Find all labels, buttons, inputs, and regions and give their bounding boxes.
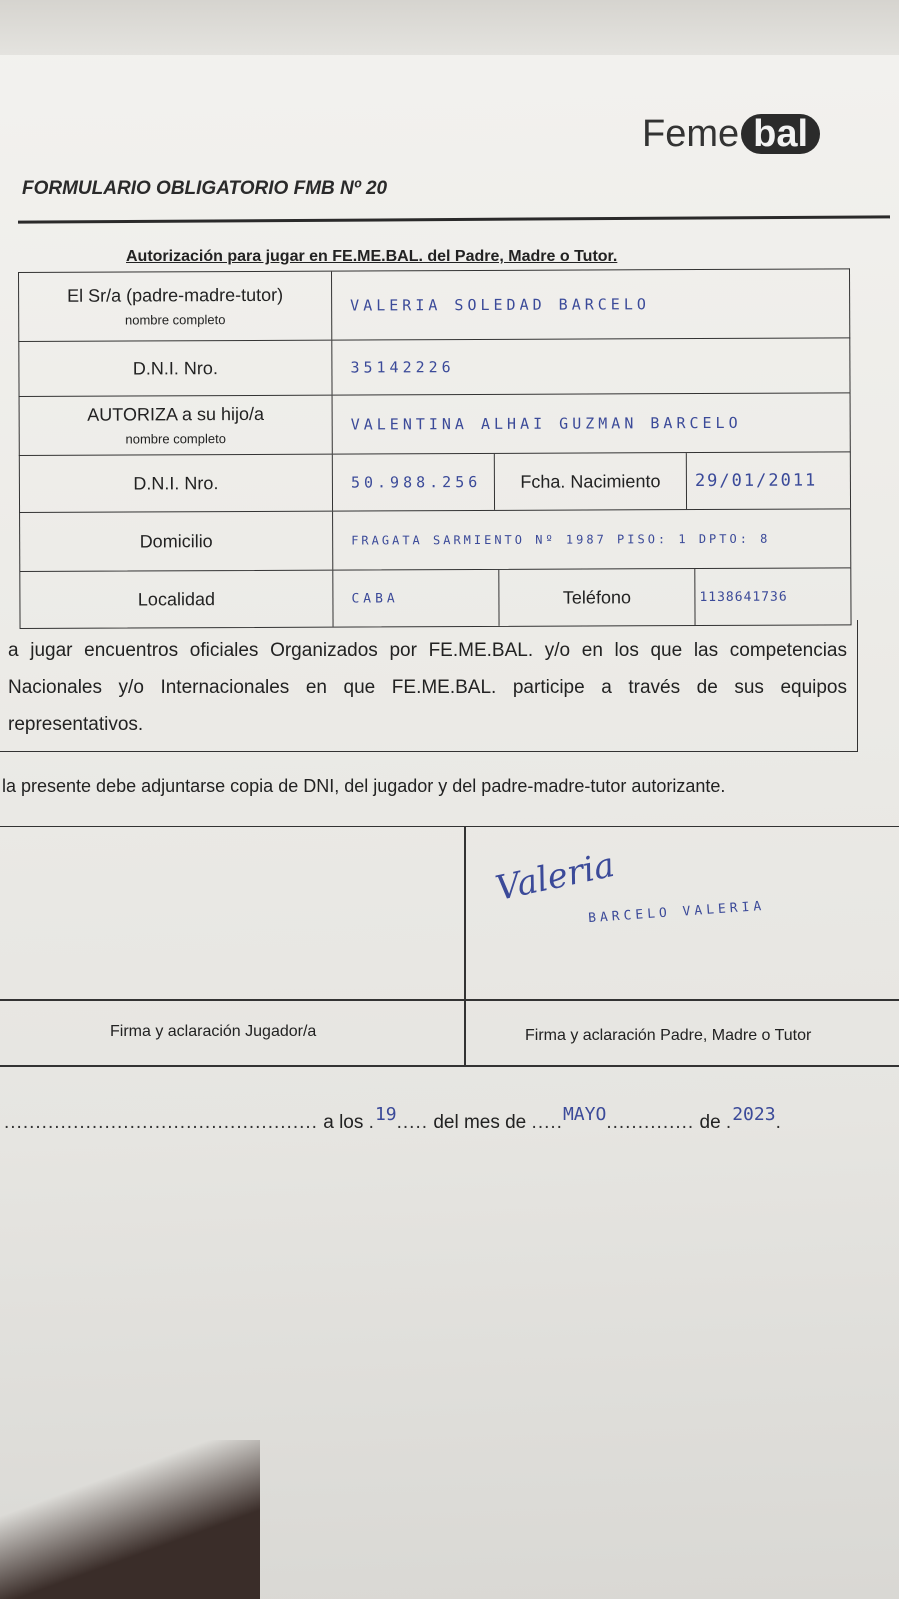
form-title: FORMULARIO OBLIGATORIO FMB Nº 20	[22, 178, 388, 199]
de-text: de	[699, 1112, 721, 1133]
birth-value: 29/01/2011	[694, 470, 818, 492]
address-value: FRAGATA SARMIENTO Nº 1987 PISO: 1 DPTO: 8	[351, 531, 771, 548]
player-signature-caption: Firma y aclaración Jugador/a	[110, 1023, 317, 1040]
top-shadow	[0, 0, 899, 55]
row-parent-name	[18, 268, 850, 341]
row-parent-dni	[18, 337, 850, 396]
authorization-table	[18, 268, 852, 629]
phone-label: Teléfono	[499, 569, 695, 626]
month-value: MAYO	[562, 1104, 607, 1125]
parent-sublabel: nombre completo	[124, 312, 226, 328]
phone-value: 1138641736	[699, 589, 788, 605]
logo-text-right: bal	[741, 114, 820, 154]
year-value: 2023	[732, 1104, 776, 1125]
child-label-cell	[20, 396, 333, 455]
parent-name-value: VALERIA SOLEDAD BARCELO	[350, 295, 650, 315]
parent-dni-value: 35142226	[350, 358, 455, 377]
child-sublabel: nombre completo	[125, 431, 226, 447]
parent-label-cell	[19, 272, 332, 341]
femebal-logo	[642, 110, 820, 158]
del-mes-de-text: del mes de	[433, 1112, 527, 1133]
signature-divider	[464, 827, 466, 1067]
parent-signature-caption: Firma y aclaración Padre, Madre o Tutor	[525, 1027, 812, 1044]
row-address	[19, 508, 851, 571]
row-child-dni	[19, 451, 851, 512]
attachment-note: la presente debe adjuntarse copia de DNI, del jugador y del padre-madre-tutor autorizante.	[2, 776, 726, 796]
form-subtitle: Autorización para jugar en FE.ME.BAL. del Padre, Madre o Tutor.	[126, 248, 618, 265]
logo-text-left: Feme	[642, 112, 740, 155]
birth-label: Fcha. Nacimiento	[495, 453, 687, 510]
child-dni-value: 50.988.256	[333, 454, 495, 511]
signature-table	[0, 826, 899, 1073]
parent-label: El Sr/a (padre-madre-tutor)	[67, 284, 284, 306]
row-child-name	[19, 392, 851, 455]
title-rule	[18, 215, 890, 223]
child-name-value: VALENTINA ALHAI GUZMAN BARCELO	[350, 413, 742, 434]
locality-value: CABA	[333, 570, 499, 627]
table-shadow-corner	[0, 1440, 260, 1599]
signature-bottom-line	[0, 1065, 899, 1067]
child-label: AUTORIZA a su hijo/a	[87, 403, 265, 425]
child-dni-label: D.N.I. Nro.	[20, 455, 333, 512]
parent-signature: Valeria	[492, 844, 618, 910]
day-value: 19	[374, 1104, 397, 1125]
date-line: .................................................. a los .19..... del mes de .....MAYO.............. de .2023.	[4, 1104, 782, 1133]
a-los-text: a los	[323, 1112, 364, 1133]
place-dots: ..................................................	[4, 1112, 318, 1133]
parent-dni-label: D.N.I. Nro.	[19, 341, 332, 396]
address-label: Domicilio	[20, 512, 333, 571]
authorization-text: a jugar encuentros oficiales Organizados por FE.ME.BAL. y/o en los que las competencias Nacionales y/o Internacionales en que FE.ME.BAL. participe a través de sus equipos representativos.	[0, 620, 858, 752]
parent-clarification: BARCELO VALERIA	[587, 898, 766, 927]
locality-label: Localidad	[20, 571, 333, 628]
signature-line	[0, 999, 899, 1001]
